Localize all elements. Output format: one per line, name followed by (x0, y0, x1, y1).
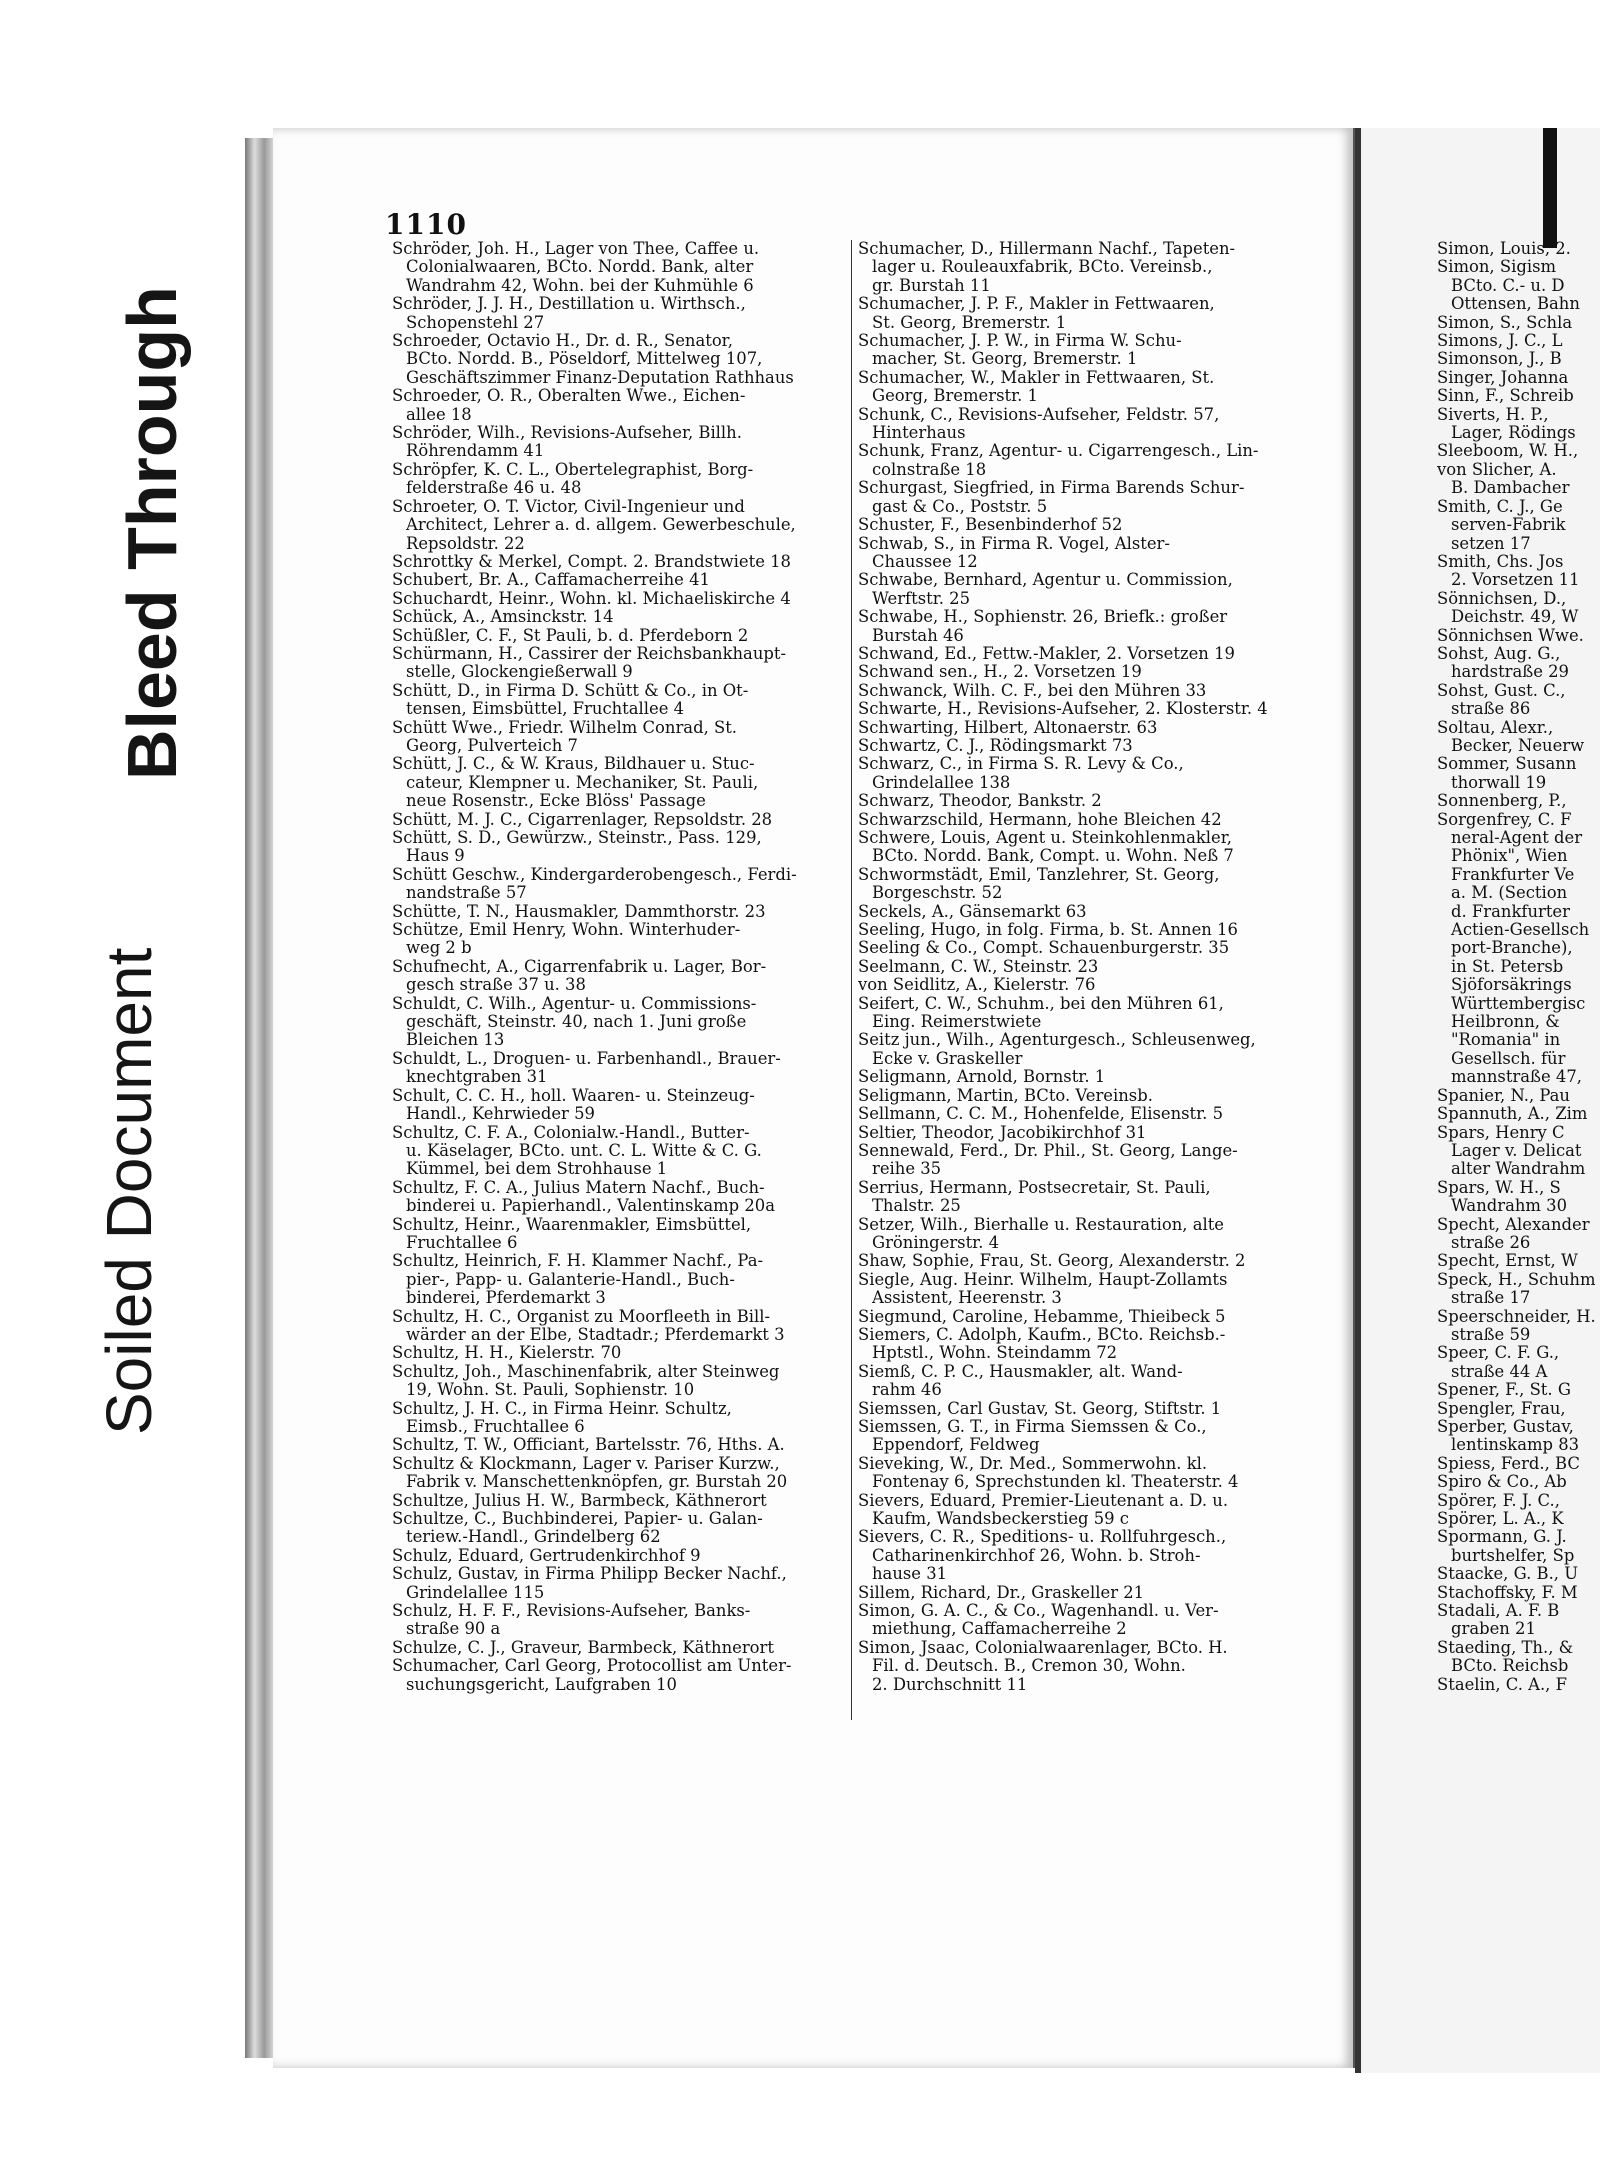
directory-entry-line: Grindelallee 115 (406, 1583, 545, 1602)
directory-entry-line: Schröder, J. J. H., Destillation u. Wirthsch., (392, 295, 746, 314)
directory-entry-line: weg 2 b (406, 939, 472, 958)
directory-entry-line: Schunk, Franz, Agentur- u. Cigarrengesch., Lin- (858, 442, 1259, 461)
directory-entry-line: Siegle, Aug. Heinr. Wilhelm, Haupt-Zollamts (858, 1270, 1228, 1289)
directory-entry-line: Ottensen, Bahn (1451, 295, 1580, 314)
directory-entry-line: suchungsgericht, Laufgraben 10 (406, 1675, 677, 1694)
directory-entry-line: colnstraße 18 (872, 460, 987, 479)
directory-entry-line: Sieveking, W., Dr. Med., Sommerwohn. kl. (858, 1454, 1208, 1473)
directory-entry-line: Spiess, Ferd., BC (1437, 1454, 1580, 1473)
directory-entry-line: Schwarz, C., in Firma S. R. Levy & Co., (858, 755, 1184, 774)
directory-entry-line: Spars, W. H., S (1437, 1178, 1561, 1197)
directory-entry-line: Stachoffsky, F. M (1437, 1583, 1578, 1602)
directory-entry-line: St. Georg, Bremerstr. 1 (872, 313, 1067, 332)
directory-entry-line: Sellmann, C. C. M., Hohenfelde, Elisenstr. 5 (858, 1105, 1224, 1124)
directory-entry-line: Schumacher, Carl Georg, Protocollist am Unter- (392, 1657, 792, 1676)
directory-entry-line: Schuldt, C. Wilh., Agentur- u. Commissions- (392, 994, 757, 1013)
directory-entry-line: Sorgenfrey, C. F (1437, 810, 1572, 829)
directory-entry-line: Burstah 46 (872, 626, 964, 645)
directory-entry-line: 19, Wohn. St. Pauli, Sophienstr. 10 (406, 1381, 695, 1400)
directory-entry-line: Speerschneider, H. (1437, 1307, 1596, 1326)
directory-entry-line: allee 18 (406, 405, 472, 424)
directory-entry-line: pier-, Papp- u. Galanterie-Handl., Buch- (406, 1270, 735, 1289)
directory-entry-line: reihe 35 (872, 1160, 942, 1179)
directory-entry-line: Eppendorf, Feldweg (872, 1436, 1040, 1455)
directory-entry-line: Sönnichsen, D., (1437, 589, 1567, 608)
directory-entry-line: Sinn, F., Schreib (1437, 387, 1574, 406)
directory-entry-line: knechtgraben 31 (406, 1068, 548, 1087)
directory-entry-line: straße 86 (1451, 700, 1531, 719)
directory-entry-line: straße 44 A (1451, 1362, 1548, 1381)
directory-entry-line: BCto. C.- u. D (1451, 276, 1565, 295)
directory-entry-line: Singer, Johanna (1437, 368, 1569, 387)
directory-entry-line: Gröningerstr. 4 (872, 1233, 1000, 1252)
directory-entry-line: Deichstr. 49, W (1451, 608, 1579, 627)
directory-entry-line: Schuster, F., Besenbinderhof 52 (858, 516, 1123, 535)
directory-entry-line: Simon, G. A. C., & Co., Wagenhandl. u. Ver- (858, 1602, 1219, 1621)
directory-entry-line: Sonnenberg, P., (1437, 792, 1567, 811)
directory-entry-line: Schumacher, D., Hillermann Nachf., Tapeten- (858, 240, 1236, 258)
directory-entry-line: tensen, Eimsbüttel, Fruchtallee 4 (406, 700, 685, 719)
directory-entry-line: Schürmann, H., Cassirer der Reichsbankhaupt- (392, 644, 787, 663)
directory-entry-line: Schröder, Joh. H., Lager von Thee, Caffee u. (392, 240, 760, 258)
directory-entry-line: Schütte, T. N., Hausmakler, Dammthorstr. 23 (392, 902, 766, 921)
directory-entry-line: binderei, Pferdemarkt 3 (406, 1289, 606, 1308)
directory-entry-line: Siverts, H. P., (1437, 405, 1549, 424)
directory-entry-line: Thalstr. 25 (872, 1197, 961, 1216)
directory-entry-line: Spanier, N., Pau (1437, 1086, 1570, 1105)
directory-entry-line: Schwand, Ed., Fettw.-Makler, 2. Vorsetzen 19 (858, 644, 1235, 663)
directory-entry-line: Siemssen, Carl Gustav, St. Georg, Stiftstr. 1 (858, 1399, 1222, 1418)
directory-entry-line: straße 90 a (406, 1620, 501, 1639)
directory-entry-line: Schröpfer, K. C. L., Obertelegraphist, Borg- (392, 460, 754, 479)
directory-entry-line: Schütt Geschw., Kindergarderobengesch., Ferdi- (392, 865, 797, 884)
directory-entry-line: Sommer, Susann (1437, 755, 1577, 774)
directory-entry-line: Siegmund, Caroline, Hebamme, Thieibeck 5 (858, 1307, 1226, 1326)
directory-entry-line: Gesellsch. für (1451, 1049, 1566, 1068)
directory-entry-line: gesch straße 37 u. 38 (406, 976, 586, 995)
page-number: 1110 (385, 208, 467, 241)
directory-entry-line: Specht, Alexander (1437, 1215, 1590, 1234)
directory-entry-line: Schumacher, W., Makler in Fettwaaren, St. (858, 368, 1215, 387)
directory-entry-line: Fontenay 6, Sprechstunden kl. Theaterstr. 4 (872, 1473, 1239, 1492)
directory-entry-line: Lager v. Delicat (1451, 1141, 1582, 1160)
directory-entry-line: Spiro & Co., Ab (1437, 1473, 1567, 1492)
directory-entry-line: Speck, H., Schuhm (1437, 1270, 1596, 1289)
directory-entry-line: binderei u. Papierhandl., Valentinskamp 20a (406, 1197, 776, 1216)
directory-entry-line: Sjöforsäkrings (1451, 976, 1572, 995)
directory-entry-line: Sohst, Gust. C., (1437, 681, 1566, 700)
directory-entry-line: Schultz, Heinrich, F. H. Klammer Nachf., Pa- (392, 1252, 764, 1271)
directory-entry-line: Schütt, D., in Firma D. Schütt & Co., in Ot- (392, 681, 749, 700)
directory-entry-line: in St. Petersb (1451, 957, 1564, 976)
directory-entry-line: Sennewald, Ferd., Dr. Phil., St. Georg, Lange- (858, 1141, 1238, 1160)
directory-entry-line: miethung, Caffamacherreihe 2 (872, 1620, 1127, 1639)
directory-entry-line: Haus 9 (406, 847, 465, 866)
directory-entry-line: Spormann, G. J. (1437, 1528, 1567, 1547)
directory-entry-line: Wandrahm 42, Wohn. bei der Kuhmühle 6 (406, 276, 754, 295)
directory-entry-line: wärder an der Elbe, Stadtadr.; Pferdemarkt 3 (406, 1325, 785, 1344)
directory-entry-line: Georg, Pulverteich 7 (406, 736, 578, 755)
directory-entry-line: Schwabe, H., Sophienstr. 26, Briefk.: großer (858, 608, 1228, 627)
directory-entry-line: Simons, J. C., L (1437, 332, 1563, 351)
directory-entry-line: Sohst, Aug. G., (1437, 644, 1561, 663)
directory-entry-line: neue Rosenstr., Ecke Blöss' Passage (406, 792, 706, 811)
directory-entry-line: macher, St. Georg, Bremerstr. 1 (872, 350, 1138, 369)
directory-entry-line: Schütt, M. J. C., Cigarrenlager, Repsoldstr. 28 (392, 810, 773, 829)
directory-entry-line: Schrottky & Merkel, Compt. 2. Brandstwiete 18 (392, 552, 791, 571)
directory-entry-line: Werftstr. 25 (872, 589, 971, 608)
directory-entry-line: Simon, Louis, 2. (1437, 240, 1571, 258)
directory-entry-line: Eimsb., Fruchtallee 6 (406, 1418, 585, 1436)
directory-entry-line: hardstraße 29 (1451, 663, 1569, 682)
directory-entry-line: Schunk, C., Revisions-Aufseher, Feldstr. 57, (858, 405, 1220, 424)
directory-entry-line: d. Frankfurter (1451, 902, 1570, 921)
directory-entry-line: Soltau, Alexr., (1437, 718, 1554, 737)
directory-entry-line: Setzer, Wilh., Bierhalle u. Restauration, alte (858, 1215, 1225, 1234)
directory-entry-line: Schroeter, O. T. Victor, Civil-Ingenieur und (392, 497, 745, 516)
directory-entry-line: Spörer, F. J. C., (1437, 1491, 1560, 1510)
directory-entry-line: Catharinenkirchhof 26, Wohn. b. Stroh- (872, 1546, 1201, 1565)
directory-entry-line: Schultz, Heinr., Waarenmakler, Eimsbüttel, (392, 1215, 752, 1234)
directory-entry-line: Spannuth, A., Zim (1437, 1105, 1588, 1124)
directory-entry-line: BCto. Reichsb (1451, 1657, 1569, 1676)
directory-entry-line: Becker, Neuerw (1451, 736, 1585, 755)
directory-entry-line: Schütt, S. D., Gewürzw., Steinstr., Pass. 129, (392, 829, 762, 847)
directory-entry-line: Specht, Ernst, W (1437, 1252, 1578, 1271)
directory-entry-line: Kaufm, Wandsbeckerstieg 59 c (872, 1510, 1129, 1529)
directory-entry-line: Frankfurter Ve (1451, 865, 1575, 884)
directory-entry-line: B. Dambacher (1451, 479, 1570, 498)
directory-entry-line: Colonialwaaren, BCto. Nordd. Bank, alter (406, 258, 754, 277)
directory-entry-line: alter Wandrahm (1451, 1160, 1586, 1179)
directory-entry-line: a. M. (Section (1451, 884, 1568, 903)
directory-entry-line: Schulz, Gustav, in Firma Philipp Becker Nachf., (392, 1565, 787, 1584)
directory-entry-line: Schopenstehl 27 (406, 313, 545, 332)
directory-entry-line: hause 31 (872, 1565, 948, 1584)
directory-entry-line: BCto. Nordd. Bank, Compt. u. Wohn. Neß 7 (872, 847, 1234, 866)
directory-entry-line: Schubert, Br. A., Caffamacherreihe 41 (392, 571, 710, 590)
directory-entry-line: Speer, C. F. G., (1437, 1344, 1560, 1363)
directory-entry-line: Actien-Gesellsch (1451, 921, 1590, 940)
bleed-through-stamp: Bleed Through (113, 286, 191, 780)
directory-entry-line: Schwarz, Theodor, Bankstr. 2 (858, 792, 1102, 811)
directory-entry-line: Schultz, C. F. A., Colonialw.-Handl., Butter- (392, 1123, 750, 1142)
directory-entry-line: gr. Burstah 11 (872, 276, 991, 295)
directory-entry-line: Seifert, C. W., Schuhm., bei den Mühren 61, (858, 994, 1224, 1013)
right-column (1437, 240, 1600, 1694)
directory-entry-line: Schroeder, Octavio H., Dr. d. R., Senator, (392, 332, 733, 351)
directory-entry-line: lager u. Rouleauxfabrik, BCto. Vereinsb., (872, 258, 1213, 277)
directory-entry-line: Schwormstädt, Emil, Tanzlehrer, St. Georg, (858, 865, 1220, 884)
directory-entry-line: Schwabe, Bernhard, Agentur u. Commission, (858, 571, 1233, 590)
directory-entry-line: Seckels, A., Gänsemarkt 63 (858, 902, 1087, 921)
directory-entry-line: Geschäftszimmer Finanz-Deputation Rathhaus (406, 368, 794, 387)
column-divider (851, 240, 852, 1720)
directory-entry-line: lentinskamp 83 (1451, 1436, 1580, 1455)
soiled-document-stamp: Soiled Document (93, 947, 165, 1435)
directory-entry-line: Repsoldstr. 22 (406, 534, 525, 553)
directory-entry-line: Schultze, Julius H. W., Barmbeck, Käthnerort (392, 1491, 767, 1510)
directory-entry-line: Schultz, J. H. C., in Firma Heinr. Schultz, (392, 1399, 732, 1418)
directory-entry-line: Schröder, Wilh., Revisions-Aufseher, Billh. (392, 424, 742, 443)
directory-entry-line: Schütze, Emil Henry, Wohn. Winterhuder- (392, 921, 741, 940)
directory-entry-line: 2. Vorsetzen 11 (1451, 571, 1580, 590)
directory-entry-line: Simon, S., Schla (1437, 313, 1573, 332)
directory-entry-line: neral-Agent der (1451, 829, 1583, 847)
directory-entry-line: Seligmann, Arnold, Bornstr. 1 (858, 1068, 1106, 1087)
directory-entry-line: Kümmel, bei dem Strohhause 1 (406, 1160, 668, 1179)
directory-entry-line: Spengler, Frau, (1437, 1399, 1566, 1418)
directory-entry-line: Schwand sen., H., 2. Vorsetzen 19 (858, 663, 1142, 682)
directory-entry-line: burtshelfer, Sp (1451, 1546, 1575, 1565)
directory-entry-line: Schumacher, J. P. W., in Firma W. Schu- (858, 332, 1182, 351)
edge-mark (1543, 128, 1557, 248)
directory-entry-line: Schufnecht, A., Cigarrenfabrik u. Lager, Bor- (392, 957, 767, 976)
directory-entry-line: cateur, Klempner u. Mechaniker, St. Pauli, (406, 773, 759, 792)
directory-entry-line: Seelmann, C. W., Steinstr. 23 (858, 957, 1099, 976)
directory-entry-line: Württembergisc (1451, 994, 1586, 1013)
directory-entry-line: Schwab, S., in Firma R. Vogel, Alster- (858, 534, 1170, 553)
directory-entry-line: "Romania" in (1451, 1031, 1561, 1050)
directory-entry-line: Spener, F., St. G (1437, 1381, 1571, 1400)
directory-entry-line: von Seidlitz, A., Kielerstr. 76 (858, 976, 1096, 995)
directory-entry-line: teriew.-Handl., Grindelberg 62 (406, 1528, 661, 1547)
directory-entry-line: stelle, Glockengießerwall 9 (406, 663, 633, 682)
directory-entry-line: Fabrik v. Manschettenknöpfen, gr. Burstah 20 (406, 1473, 788, 1492)
directory-entry-line: rahm 46 (872, 1381, 942, 1400)
directory-entry-line: Schult, C. C. H., holl. Waaren- u. Steinzeug- (392, 1086, 755, 1105)
directory-entry-line: straße 26 (1451, 1233, 1531, 1252)
directory-entry-line: Schroeder, O. R., Oberalten Wwe., Eichen- (392, 387, 746, 406)
directory-entry-line: Georg, Bremerstr. 1 (872, 387, 1038, 406)
left-column (392, 240, 847, 1694)
directory-entry-line: Sillem, Richard, Dr., Graskeller 21 (858, 1583, 1145, 1602)
directory-entry-line: Lager, Rödings (1451, 424, 1576, 443)
directory-entry-line: Architect, Lehrer a. d. allgem. Gewerbeschule, (406, 516, 796, 535)
directory-entry-line: graben 21 (1451, 1620, 1536, 1639)
directory-entry-line: Seeling & Co., Compt. Schauenburgerstr. 35 (858, 939, 1230, 958)
directory-entry-line: Hinterhaus (872, 424, 966, 443)
directory-entry-line: Shaw, Sophie, Frau, St. Georg, Alexanderstr. 2 (858, 1252, 1246, 1271)
directory-entry-line: Sperber, Gustav, (1437, 1418, 1574, 1436)
directory-entry-line: Schultz, H. H., Kielerstr. 70 (392, 1344, 622, 1363)
directory-entry-line: Spars, Henry C (1437, 1123, 1565, 1142)
directory-entry-line: Schumacher, J. P. F., Makler in Fettwaaren, (858, 295, 1215, 314)
directory-entry-line: Siemers, C. Adolph, Kaufm., BCto. Reichsb.- (858, 1325, 1226, 1344)
directory-entry-line: Seeling, Hugo, in folg. Firma, b. St. Annen 16 (858, 921, 1238, 940)
directory-entry-line: Stadali, A. F. B (1437, 1602, 1560, 1621)
directory-entry-line: Smith, Chs. Jos (1437, 552, 1564, 571)
directory-entry-line: Staeding, Th., & (1437, 1638, 1574, 1657)
directory-entry-line: Ecke v. Graskeller (872, 1049, 1023, 1068)
directory-entry-line: Sievers, Eduard, Premier-Lieutenant a. D. u. (858, 1491, 1229, 1510)
directory-entry-line: Staelin, C. A., F (1437, 1675, 1567, 1694)
directory-entry-line: Assistent, Heerenstr. 3 (872, 1289, 1062, 1308)
directory-entry-line: Spörer, L. A., K (1437, 1510, 1564, 1529)
directory-entry-line: Siemß, C. P. C., Hausmakler, alt. Wand- (858, 1362, 1183, 1381)
directory-entry-line: Smith, C. J., Ge (1437, 497, 1563, 516)
directory-entry-line: Simon, Jsaac, Colonialwaarenlager, BCto. H. (858, 1638, 1228, 1657)
directory-entry-line: Schüßler, C. F., St Pauli, b. d. Pferdeborn 2 (392, 626, 749, 645)
middle-column (858, 240, 1316, 1694)
directory-entry-line: 2. Durchschnitt 11 (872, 1675, 1028, 1694)
directory-entry-line: Phönix", Wien (1451, 847, 1568, 866)
directory-entry-line: Schwere, Louis, Agent u. Steinkohlenmakler, (858, 829, 1232, 847)
directory-entry-line: straße 17 (1451, 1289, 1531, 1308)
directory-entry-line: Schultze, C., Buchbinderei, Papier- u. Galan- (392, 1510, 763, 1529)
directory-entry-line: Schulze, C. J., Graveur, Barmbeck, Käthnerort (392, 1638, 774, 1657)
directory-entry-line: Seligmann, Martin, BCto. Vereinsb. (858, 1086, 1153, 1105)
directory-entry-line: von Slicher, A. (1437, 460, 1557, 479)
directory-entry-line: Schulz, Eduard, Gertrudenkirchhof 9 (392, 1546, 701, 1565)
directory-entry-line: Schurgast, Siegfried, in Firma Barends Schur- (858, 479, 1245, 498)
directory-entry-line: Schütt Wwe., Friedr. Wilhelm Conrad, St. (392, 718, 738, 737)
directory-entry-line: felderstraße 46 u. 48 (406, 479, 582, 498)
directory-entry-line: Heilbronn, & (1451, 1013, 1560, 1032)
directory-entry-line: Borgeschstr. 52 (872, 884, 1003, 903)
directory-entry-line: Schwartz, C. J., Rödingsmarkt 73 (858, 736, 1133, 755)
directory-entry-line: Sönnichsen Wwe. (1437, 626, 1584, 645)
directory-entry-line: Siemssen, G. T., in Firma Siemssen & Co., (858, 1418, 1207, 1436)
directory-entry-line: Schulz, H. F. F., Revisions-Aufseher, Banks- (392, 1602, 751, 1621)
directory-entry-line: Grindelallee 138 (872, 773, 1011, 792)
directory-entry-line: Schultz, T. W., Officiant, Bartelsstr. 76, Hths. A. (392, 1436, 785, 1455)
directory-entry-line: Sleeboom, W. H., (1437, 442, 1579, 461)
directory-entry-line: Serrius, Hermann, Postsecretair, St. Pauli, (858, 1178, 1211, 1197)
directory-entry-line: Wandrahm 30 (1451, 1197, 1568, 1216)
directory-entry-line: Röhrendamm 41 (406, 442, 545, 461)
directory-entry-line: Simonson, J., B (1437, 350, 1562, 369)
directory-entry-line: Fil. d. Deutsch. B., Cremon 30, Wohn. (872, 1657, 1186, 1676)
directory-entry-line: Schuchardt, Heinr., Wohn. kl. Michaeliskirche 4 (392, 589, 791, 608)
directory-entry-line: Simon, Sigism (1437, 258, 1557, 277)
directory-entry-line: Eing. Reimerstwiete (872, 1013, 1042, 1032)
directory-entry-line: Sievers, C. R., Speditions- u. Rollfuhrgesch., (858, 1528, 1227, 1547)
directory-entry-line: Staacke, G. B., U (1437, 1565, 1579, 1584)
directory-entry-line: Schwarte, H., Revisions-Aufseher, 2. Klosterstr. 4 (858, 700, 1268, 719)
directory-entry-line: gast & Co., Poststr. 5 (872, 497, 1048, 516)
directory-entry-line: Bleichen 13 (406, 1031, 505, 1050)
directory-entry-line: Schütt, J. C., & W. Kraus, Bildhauer u. Stuc- (392, 755, 755, 774)
directory-entry-line: serven-Fabrik (1451, 516, 1566, 535)
directory-entry-line: Schück, A., Amsinckstr. 14 (392, 608, 614, 627)
directory-entry-line: mannstraße 47, (1451, 1068, 1582, 1087)
directory-entry-line: Schuldt, L., Droguen- u. Farbenhandl., Brauer- (392, 1049, 781, 1068)
directory-entry-line: Schwanck, Wilh. C. F., bei den Mühren 33 (858, 681, 1207, 700)
directory-entry-line: geschäft, Steinstr. 40, nach 1. Juni große (406, 1013, 747, 1032)
directory-entry-line: port-Branche), (1451, 939, 1573, 958)
directory-entry-line: u. Käselager, BCto. unt. C. L. Witte & C. G. (406, 1141, 762, 1160)
directory-entry-line: Seltier, Theodor, Jacobikirchhof 31 (858, 1123, 1147, 1142)
directory-entry-line: Seitz jun., Wilh., Agenturgesch., Schleusenweg, (858, 1031, 1256, 1050)
directory-entry-line: Schultz & Klockmann, Lager v. Pariser Kurzw., (392, 1454, 780, 1473)
directory-entry-line: Handl., Kehrwieder 59 (406, 1105, 595, 1124)
directory-entry-line: BCto. Nordd. B., Pöseldorf, Mittelweg 107, (406, 350, 763, 369)
directory-entry-line: thorwall 19 (1451, 773, 1547, 792)
directory-entry-line: Schultz, F. C. A., Julius Matern Nachf., Buch- (392, 1178, 765, 1197)
directory-entry-line: nandstraße 57 (406, 884, 527, 903)
directory-entry-line: Schultz, Joh., Maschinenfabrik, alter Steinweg (392, 1362, 780, 1381)
directory-entry-line: Schwarting, Hilbert, Altonaerstr. 63 (858, 718, 1158, 737)
directory-entry-line: Chaussee 12 (872, 552, 978, 571)
directory-entry-line: Fruchtallee 6 (406, 1233, 518, 1252)
directory-entry-line: Hptstl., Wohn. Steindamm 72 (872, 1344, 1118, 1363)
directory-entry-line: Schwarzschild, Hermann, hohe Bleichen 42 (858, 810, 1222, 829)
directory-entry-line: straße 59 (1451, 1325, 1531, 1344)
directory-entry-line: Schultz, H. C., Organist zu Moorfleeth in Bill- (392, 1307, 771, 1326)
directory-entry-line: setzen 17 (1451, 534, 1531, 553)
